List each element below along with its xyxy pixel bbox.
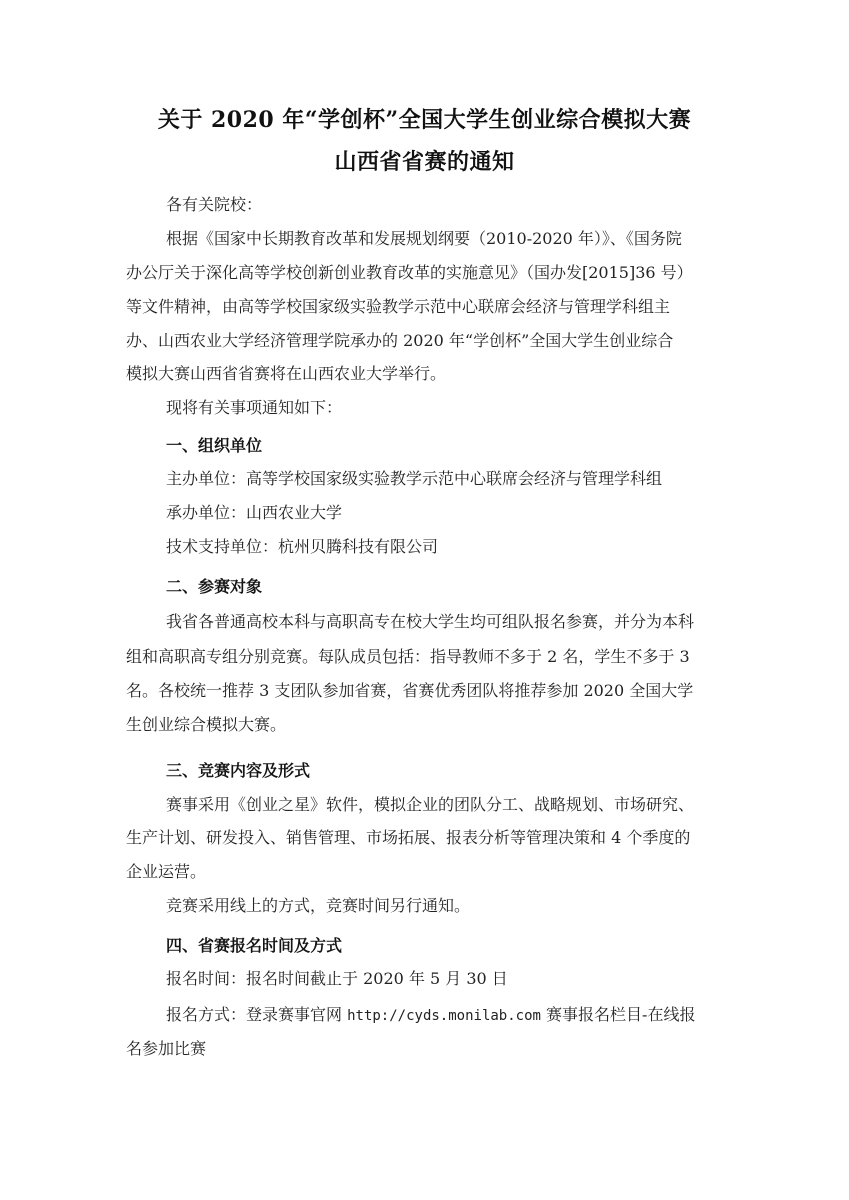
section-1-host: 主办单位：高等学校国家级实验教学示范中心联席会经济与管理学科组 (166, 469, 663, 488)
section-4-time: 报名时间：报名时间截止于 2020 年 5 月 30 日 (166, 969, 508, 988)
document-title-line-1: 关于 2020 年“学创杯”全国大学生创业综合模拟大赛 (157, 107, 692, 133)
section-2-line-1: 我省各普通高校本科与高职高专在校大学生均可组队报名参赛，并分为本科 (166, 612, 695, 631)
section-1-tech-support: 技术支持单位：杭州贝腾科技有限公司 (166, 537, 439, 556)
section-3-line-2: 生产计划、研发投入、销售管理、市场拓展、报表分析等管理决策和 4 个季度的 (126, 828, 691, 847)
section-4-method-suffix: 赛事报名栏目-在线报 (540, 1005, 696, 1024)
section-3-heading: 三、竞赛内容及形式 (166, 761, 311, 780)
section-3-line-4: 竞赛采用线上的方式，竞赛时间另行通知。 (166, 896, 471, 915)
section-2-line-3: 名。各校统一推荐 3 支团队参加省赛，省赛优秀团队将推荐参加 2020 全国大学 (126, 681, 694, 700)
intro-line-4: 办、山西农业大学经济管理学院承办的 2020 年“学创杯”全国大学生创业综合 (126, 331, 674, 350)
section-1-heading: 一、组织单位 (166, 436, 263, 455)
section-2-heading: 二、参赛对象 (166, 577, 263, 596)
document-title-line-2: 山西省省赛的通知 (334, 149, 515, 175)
notice-line: 现将有关事项通知如下： (166, 398, 343, 417)
intro-line-2: 办公厅关于深化高等学校创新创业教育改革的实施意见》（国办发[2015]36 号） (126, 263, 693, 282)
section-1-organizer: 承办单位：山西农业大学 (166, 503, 343, 522)
intro-line-3: 等文件精神，由高等学校国家级实验教学示范中心联席会经济与管理学科组主 (126, 297, 671, 316)
section-4-method-line-2: 名参加比赛 (126, 1039, 207, 1058)
section-4-method-prefix: 报名方式：登录赛事官网 (166, 1005, 348, 1024)
section-2-line-2: 组和高职高专组分别竞赛。每队成员包括：指导教师不多于 2 名，学生不多于 3 (126, 647, 690, 666)
section-2-line-4: 生创业综合模拟大赛。 (126, 715, 287, 734)
section-4-method (166, 1003, 695, 1028)
section-3-line-1: 赛事采用《创业之星》软件，模拟企业的团队分工、战略规划、市场研究、 (166, 795, 695, 814)
intro-line-1: 根据《国家中长期教育改革和发展规划纲要（2010-2020 年）》、《国务院 (166, 229, 682, 248)
registration-url-link[interactable]: http://cyds.monilab.com (347, 1008, 541, 1024)
intro-line-5: 模拟大赛山西省省赛将在山西农业大学举行。 (126, 364, 447, 383)
salutation: 各有关院校： (166, 195, 263, 214)
section-4-heading: 四、省赛报名时间及方式 (166, 936, 343, 955)
section-3-line-3: 企业运营。 (126, 862, 207, 881)
